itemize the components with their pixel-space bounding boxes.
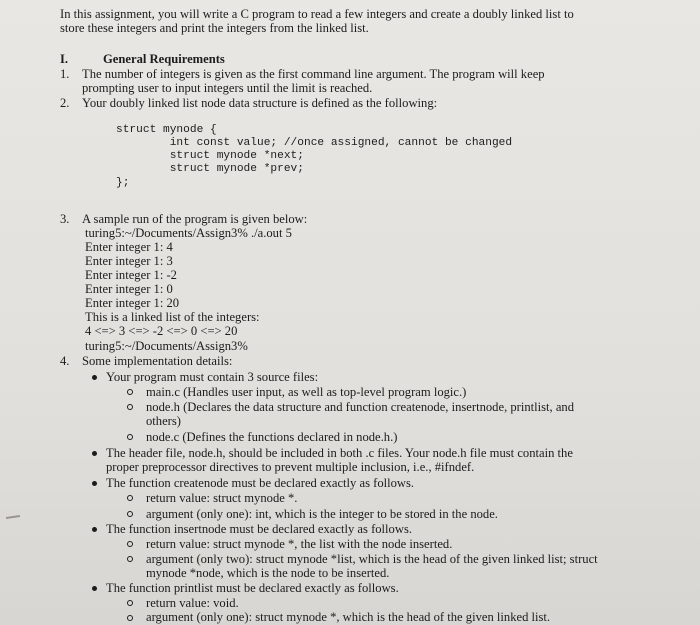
sub-bullet-circle bbox=[127, 495, 133, 501]
bullet-1-sub-2-line-2: others) bbox=[146, 414, 181, 428]
bullet-5-sub-1: return value: void. bbox=[146, 596, 239, 610]
section-numeral: I. bbox=[60, 52, 69, 66]
intro-line-2: store these integers and print the integers from the linked list. bbox=[60, 21, 369, 35]
bullet-3-sub-2: argument (only one): int, which is the integer to be stored in the node. bbox=[146, 507, 498, 521]
sample-run-line: This is a linked list of the integers: bbox=[85, 310, 260, 324]
bullet-5-sub-2: argument (only one): struct mynode *, which is the head of the given linked list. bbox=[146, 610, 551, 624]
sample-run-line: turing5:~/Documents/Assign3% ./a.out 5 bbox=[85, 226, 292, 240]
item-4-number: 4. bbox=[60, 354, 70, 368]
sample-run-line: Enter integer 1: 20 bbox=[85, 296, 180, 310]
bullet-dot bbox=[92, 527, 97, 532]
bullet-4-text: The function insertnode must be declared exactly as follows. bbox=[106, 522, 413, 536]
code-line-5: }; bbox=[116, 177, 130, 189]
bullet-4-sub-1: return value: struct mynode *, the list with the node inserted. bbox=[146, 537, 453, 551]
sub-bullet-circle bbox=[127, 434, 133, 440]
item-2-line-1: Your doubly linked list node data structure is defined as the following: bbox=[82, 96, 438, 110]
item-1-number: 1. bbox=[60, 67, 70, 81]
code-line-3: struct mynode *next; bbox=[116, 150, 304, 162]
margin-mark bbox=[6, 515, 20, 519]
item-1-line-1: The number of integers is given as the first command line argument. The program will keep bbox=[82, 67, 545, 81]
sample-run-line: Enter integer 1: -2 bbox=[85, 268, 177, 282]
code-line-1: struct mynode { bbox=[116, 124, 217, 136]
sub-bullet-circle bbox=[127, 541, 133, 547]
bullet-dot bbox=[92, 375, 97, 380]
sub-bullet-circle bbox=[127, 511, 133, 517]
item-4-line-1: Some implementation details: bbox=[82, 354, 233, 368]
item-2-number: 2. bbox=[60, 96, 70, 110]
bullet-5-text: The function printlist must be declared exactly as follows. bbox=[106, 581, 399, 595]
bullet-dot bbox=[92, 481, 97, 486]
item-1-line-2: prompting user to input integers until the limit is reached. bbox=[82, 81, 373, 95]
bullet-2-line-2: proper preprocessor directives to prevent multiple inclusion, i.e., #ifndef. bbox=[106, 460, 475, 474]
bullet-2-line-1: The header file, node.h, should be included in both .c files. Your node.h file must contain the bbox=[106, 446, 573, 460]
bullet-4-sub-2-line-2: mynode *node, which is the node to be inserted. bbox=[146, 566, 390, 580]
sub-bullet-circle bbox=[127, 389, 133, 395]
section-title: General Requirements bbox=[103, 52, 225, 66]
bullet-4-sub-2-line-1: argument (only two): struct mynode *list, which is the head of the given linked list; struct bbox=[146, 552, 598, 566]
code-line-4: struct mynode *prev; bbox=[116, 163, 304, 175]
bullet-dot bbox=[92, 586, 97, 591]
sample-run-line: Enter integer 1: 0 bbox=[85, 282, 173, 296]
sample-run-line: turing5:~/Documents/Assign3% bbox=[85, 339, 248, 353]
sample-run-line: 4 <=> 3 <=> -2 <=> 0 <=> 20 bbox=[85, 324, 238, 338]
sample-run-line: Enter integer 1: 4 bbox=[85, 240, 173, 254]
bullet-3-text: The function createnode must be declared exactly as follows. bbox=[106, 476, 415, 490]
sub-bullet-circle bbox=[127, 404, 133, 410]
bullet-1-sub-2-line-1: node.h (Declares the data structure and function createnode, insertnode, printlist, and bbox=[146, 400, 575, 414]
bullet-1-text: Your program must contain 3 source files: bbox=[106, 370, 319, 384]
intro-line-1: In this assignment, you will write a C program to read a few integers and create a doubly linked list to bbox=[60, 7, 574, 21]
item-3-number: 3. bbox=[60, 212, 70, 226]
item-3-line-1: A sample run of the program is given below: bbox=[82, 212, 308, 226]
code-line-2: int const value; //once assigned, cannot be changed bbox=[116, 137, 513, 149]
sub-bullet-circle bbox=[127, 556, 133, 562]
bullet-dot bbox=[92, 451, 97, 456]
bullet-1-sub-1: main.c (Handles user input, as well as top-level program logic.) bbox=[146, 385, 467, 399]
sub-bullet-circle bbox=[127, 600, 133, 606]
bullet-1-sub-3: node.c (Defines the functions declared in node.h.) bbox=[146, 430, 398, 444]
sample-run-line: Enter integer 1: 3 bbox=[85, 254, 173, 268]
bullet-3-sub-1: return value: struct mynode *. bbox=[146, 491, 298, 505]
sub-bullet-circle bbox=[127, 615, 133, 621]
